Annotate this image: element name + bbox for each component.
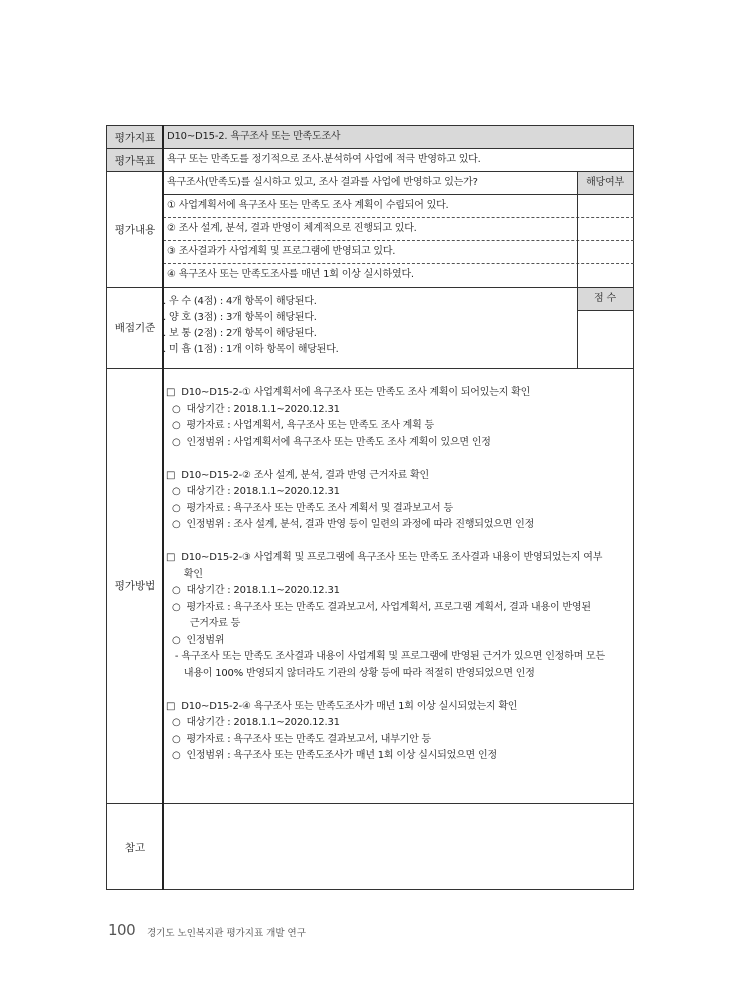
criteria-item-3: . 보 통 (2점) : 2개 항목이 해당된다. <box>163 328 317 339</box>
criteria-label: 배점기준 <box>114 322 156 334</box>
method-line: - 욕구조사 또는 만족도 조사결과 내용이 사업계획 및 프로그램에 반영된 근거가 있으면 인정하며 모든 <box>166 651 605 662</box>
content-item-4: ④ 욕구조사 또는 만족도조사를 매년 1회 이상 실시하였다. <box>167 269 414 280</box>
method-line: ○ 대상기간 : 2018.1.1~2020.12.31 <box>166 717 340 728</box>
method-line: 확인 <box>166 568 203 580</box>
method-line: □ D10~D15-2-① 사업계획서에 욕구조사 또는 만족도 조사 계획이 되어있는지 확인 <box>166 387 531 398</box>
content-item-2: ② 조사 설계, 분석, 결과 반영이 체계적으로 진행되고 있다. <box>167 223 417 234</box>
criteria-item-2: . 양 호 (3점) : 3개 항목이 해당된다. <box>163 312 317 323</box>
content-item-1: ① 사업계획서에 욕구조사 또는 만족도 조사 계획이 수립되어 있다. <box>167 200 449 211</box>
method-line: ○ 평가자료 : 욕구조사 또는 만족도 결과보고서, 내부기안 등 <box>166 733 432 745</box>
method-line: ○ 대상기간 : 2018.1.1~2020.12.31 <box>166 585 340 596</box>
method-line: ○ 인정범위 : 조사 설계, 분석, 결과 반영 등이 일련의 과정에 따라 진행되었으면 인정 <box>166 519 535 530</box>
method-line: ○ 대상기간 : 2018.1.1~2020.12.31 <box>166 486 340 497</box>
method-line: ○ 인정범위 : 욕구조사 또는 만족도조사가 매년 1회 이상 실시되었으면 인정 <box>166 750 497 761</box>
footer-title: 경기도 노인복지관 평가지표 개발 연구 <box>147 928 306 939</box>
method-line: □ D10~D15-2-④ 욕구조사 또는 만족도조사가 매년 1회 이상 실시되었는지 확인 <box>166 700 518 712</box>
method-line: ○ 평가자료 : 욕구조사 또는 만족도 조사 계획서 및 결과보고서 등 <box>166 502 453 514</box>
content-question: 욕구조사(만족도)를 실시하고 있고, 조사 결과를 사업에 반영하고 있는가? <box>167 177 478 188</box>
applies-header: 해당여부 <box>586 177 624 188</box>
method-line: ○ 인정범위 <box>166 634 225 646</box>
method-line: □ D10~D15-2-③ 사업계획 및 프로그램에 욕구조사 또는 만족도 조사결과 내용이 반영되었는지 여부 <box>166 552 603 563</box>
method-line: ○ 인정범위 : 사업계획서에 욕구조사 또는 만족도 조사 계획이 있으면 인정 <box>166 436 491 448</box>
note-label: 참고 <box>124 842 146 854</box>
method-line: 근거자료 등 <box>166 618 241 629</box>
method-line: □ D10~D15-2-② 조사 설계, 분석, 결과 반영 근거자료 확인 <box>166 469 429 481</box>
method-line: ○ 대상기간 : 2018.1.1~2020.12.31 <box>166 403 340 415</box>
criteria-item-4: . 미 흡 (1점) : 1개 이하 항목이 해당된다. <box>163 344 339 355</box>
page-number: 100 <box>108 921 136 939</box>
content-item-3: ③ 조사결과가 사업계획 및 프로그램에 반영되고 있다. <box>167 246 396 257</box>
content-label: 평가내용 <box>114 224 156 236</box>
indicator-value: D10~D15-2. 욕구조사 또는 만족도조사 <box>167 131 341 142</box>
method-line: 내용이 100% 반영되지 않더라도 기관의 상황 등에 따라 적절히 반영되었으면 인정 <box>166 667 535 679</box>
method-label: 평가방법 <box>114 580 156 592</box>
indicator-label: 평가지표 <box>114 132 156 144</box>
method-line: ○ 평가자료 : 욕구조사 또는 만족도 결과보고서, 사업계획서, 프로그램 계획서, 결과 내용이 반영된 <box>166 601 591 613</box>
method-line: ○ 평가자료 : 사업계획서, 욕구조사 또는 만족도 조사 계획 등 <box>166 420 434 431</box>
goal-label: 평가목표 <box>114 155 156 167</box>
criteria-item-1: . 우 수 (4점) : 4개 항목이 해당된다. <box>163 296 317 307</box>
goal-value: 욕구 또는 만족도를 정기적으로 조사.분석하여 사업에 적극 반영하고 있다. <box>167 154 481 165</box>
score-header: 점 수 <box>594 293 616 304</box>
